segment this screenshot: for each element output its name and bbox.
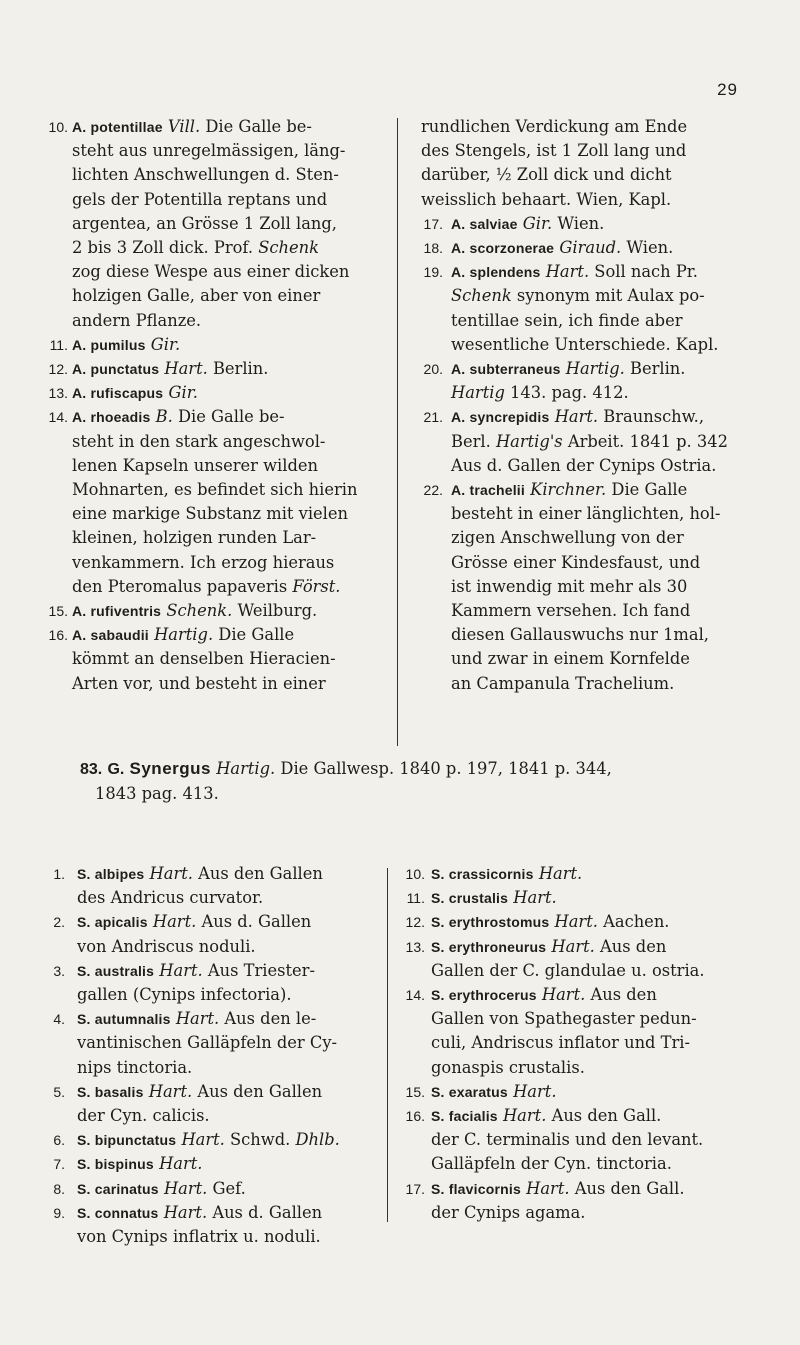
text-line	[72, 333, 372, 357]
list-item	[47, 1007, 377, 1080]
author-name: Hart.	[513, 888, 557, 908]
page-number: 29	[717, 80, 738, 99]
text-line	[451, 575, 750, 599]
genus-author: Hartig.	[216, 759, 276, 778]
author-name: Hart.	[545, 262, 590, 282]
text-line	[451, 212, 750, 236]
species-name: S. flavicornis	[431, 1180, 521, 1197]
text-line	[72, 212, 372, 236]
text-span: Gef.	[207, 1178, 246, 1198]
species-name: A. salviae	[451, 215, 518, 232]
text-span: lichten Anschwellungen d. Sten-	[72, 165, 339, 185]
text-span: den Pteromalus papaveris	[72, 576, 293, 596]
text-line	[77, 959, 377, 983]
list-item	[397, 983, 752, 1080]
text-line	[77, 1128, 377, 1152]
text-span: tentillae sein, ich finde aber	[451, 310, 683, 330]
text-line	[451, 478, 750, 502]
species-name: S. erythrostomus	[431, 914, 550, 931]
text-span: Die Galle be-	[200, 117, 312, 136]
text-span: Kammern versehen. Ich fand	[451, 601, 691, 621]
species-name: S. basalis	[77, 1083, 144, 1100]
entry-number: 15.	[405, 1083, 425, 1100]
entry-number: 21.	[423, 409, 443, 426]
text-span: Weilburg.	[232, 601, 318, 621]
text-line	[451, 309, 750, 333]
species-name: S. erythroneurus	[431, 938, 547, 955]
genus-name: Synergus	[129, 759, 211, 778]
author-name: Dhlb.	[295, 1130, 340, 1150]
text-span: Berl.	[451, 431, 496, 451]
entry-number: 19.	[423, 264, 443, 281]
text-span: eine markige Substanz mit vielen	[72, 504, 349, 524]
text-span: vantinischen Galläpfeln der Cy-	[77, 1033, 338, 1053]
species-name: A. trachelii	[451, 482, 525, 499]
text-line	[72, 430, 372, 454]
list-item	[397, 935, 752, 983]
text-line	[77, 910, 377, 934]
text-span: Aus d. Gallen	[207, 1202, 323, 1222]
species-name: A. sabaudii	[72, 627, 149, 644]
entry-number: 13.	[405, 938, 425, 955]
text-span: weisslich behaart. Wien, Kapl.	[421, 189, 672, 209]
list-item	[47, 1201, 377, 1249]
author-name: Hart.	[538, 864, 583, 883]
text-span: Braunschw.,	[598, 407, 705, 427]
text-line	[72, 260, 372, 284]
species-name: A. rufiscapus	[72, 385, 164, 402]
list-item	[397, 886, 752, 910]
text-line	[421, 139, 750, 163]
entry-number: 9.	[53, 1204, 65, 1221]
list-item	[47, 1177, 377, 1201]
author-name: Gir.	[150, 334, 181, 354]
left-column	[50, 115, 372, 696]
author-name: Hart.	[502, 1106, 547, 1126]
author-name: Hart.	[541, 985, 586, 1005]
text-line	[431, 910, 752, 934]
text-line	[421, 163, 750, 187]
text-line	[72, 115, 372, 139]
column-divider	[397, 118, 398, 746]
list-item	[421, 236, 750, 260]
text-line	[431, 1104, 752, 1128]
species-name: A. syncrepidis	[451, 409, 550, 426]
entry-number: 17.	[423, 215, 443, 232]
author-name: Hart.	[159, 1154, 203, 1174]
author-name: Först.	[292, 576, 341, 596]
text-span: Aus den le-	[219, 1009, 317, 1029]
text-line	[77, 1104, 377, 1128]
text-line	[451, 284, 750, 308]
list-item	[421, 478, 750, 696]
entry-number: 12.	[405, 914, 425, 931]
text-line	[72, 502, 372, 526]
text-line	[451, 260, 750, 284]
text-span: Berlin.	[207, 359, 269, 379]
text-span: gonaspis crustalis.	[431, 1057, 585, 1077]
author-name: Hartig.	[565, 359, 625, 379]
text-span: andern Pflanze.	[72, 310, 202, 330]
text-span: Aus d. Gallen	[196, 912, 312, 932]
text-line	[72, 381, 372, 405]
list-item	[421, 115, 750, 212]
entry-number: 13.	[48, 385, 68, 402]
genus-reference-cont: 1843 pag. 413.	[95, 784, 219, 804]
entry-number: 7.	[53, 1156, 65, 1173]
text-span: Berlin.	[624, 359, 686, 379]
entry-number: 20.	[423, 361, 443, 378]
author-name: Giraud.	[559, 238, 622, 258]
genus-number: 83.	[80, 761, 103, 778]
species-name: S. facialis	[431, 1108, 498, 1125]
species-name: potentillae	[90, 119, 163, 135]
species-name: S. carinatus	[77, 1180, 159, 1197]
species-name: S. apicalis	[77, 914, 148, 931]
text-line	[451, 454, 750, 478]
author-name: Vill.	[167, 117, 201, 136]
text-line	[451, 430, 750, 454]
text-line	[72, 309, 372, 333]
text-line	[77, 886, 377, 910]
entry-number: 10.	[48, 119, 68, 135]
genus-reference: Die Gallwesp. 1840 p. 197, 1841 p. 344,	[275, 759, 612, 778]
text-line	[77, 1007, 377, 1031]
entry-number: 22.	[423, 482, 443, 499]
list-item	[50, 115, 372, 333]
text-span: Mohnarten, es befindet sich hierin	[72, 480, 358, 500]
text-line	[72, 647, 372, 671]
author-name: Gir.	[522, 213, 553, 233]
entry-number: 1.	[53, 866, 65, 882]
text-line	[77, 1031, 377, 1055]
text-line	[72, 478, 372, 502]
author-name: Hart.	[551, 936, 595, 956]
text-line	[77, 1080, 377, 1104]
text-span: Die Galle be-	[172, 407, 285, 427]
author-name: Hart.	[163, 1202, 208, 1222]
text-span: Arten vor, und besteht in einer	[72, 673, 326, 693]
author-name: Schenk	[451, 286, 512, 306]
text-span: Gallen der C. glandulae u. ostria.	[431, 960, 705, 980]
text-span: culi, Andriscus inflator und Tri-	[431, 1033, 690, 1053]
text-span: Aus den Gallen	[192, 1081, 323, 1101]
text-span: besteht in einer länglichten, hol-	[451, 504, 721, 524]
list-item	[47, 1152, 377, 1176]
list-item	[421, 357, 750, 405]
text-span: gels der Potentilla reptans und	[72, 189, 328, 209]
text-line	[431, 1080, 752, 1104]
list-item	[47, 1080, 377, 1128]
species-name: S. australis	[77, 962, 155, 979]
species-name: S. bipunctatus	[77, 1132, 177, 1149]
text-line	[77, 983, 377, 1007]
text-line	[421, 115, 750, 139]
author-name: Hart.	[554, 407, 599, 427]
text-line	[77, 1152, 377, 1176]
text-line	[451, 647, 750, 671]
text-line	[77, 935, 377, 959]
text-line	[431, 1201, 752, 1225]
text-line	[72, 672, 372, 696]
text-span: gallen (Cynips infectoria).	[77, 985, 292, 1005]
text-span: des Stengels, ist 1 Zoll lang und	[421, 141, 687, 161]
list-item	[397, 1177, 752, 1225]
text-line	[72, 188, 372, 212]
list-item	[50, 599, 372, 623]
text-span: Die Galle	[213, 625, 295, 645]
text-span: des Andricus curvator.	[77, 888, 264, 908]
text-span: Aus d. Gallen der Cynips Ostria.	[451, 455, 717, 475]
text-line	[431, 1031, 752, 1055]
species-name: S. autumnalis	[77, 1011, 171, 1028]
list-item	[50, 333, 372, 357]
text-span: wesentliche Unterschiede. Kapl.	[451, 334, 719, 354]
list-item	[47, 910, 377, 958]
text-span: steht aus unregelmässigen, läng-	[72, 141, 346, 161]
text-line	[77, 1201, 377, 1225]
text-line	[77, 862, 377, 886]
text-span: Aus den	[585, 985, 657, 1005]
author-name: Schenk	[258, 238, 319, 258]
genus-heading	[80, 757, 760, 806]
text-span: der Cyn. calicis.	[77, 1106, 210, 1126]
text-line	[77, 1225, 377, 1249]
species-name: S. crustalis	[431, 890, 509, 907]
list-item	[421, 212, 750, 236]
text-span: venkammern. Ich erzog hieraus	[72, 552, 335, 572]
text-span: Arbeit. 1841 p. 342	[562, 431, 728, 451]
text-line	[72, 405, 372, 429]
text-line	[72, 623, 372, 647]
text-line	[451, 357, 750, 381]
species-name: S. erythrocerus	[431, 987, 537, 1004]
text-line	[77, 1177, 377, 1201]
text-span: Wien.	[552, 213, 605, 233]
text-line	[451, 599, 750, 623]
text-line	[451, 551, 750, 575]
right-column	[421, 115, 750, 696]
text-line	[72, 236, 372, 260]
text-span: Aus den	[594, 936, 667, 956]
text-span: von Cynips inflatrix u. noduli.	[77, 1227, 321, 1247]
text-line	[451, 381, 750, 405]
entry-number: 3.	[53, 962, 65, 979]
list-item	[47, 1128, 377, 1152]
list-item	[47, 862, 377, 910]
species-name: S. exaratus	[431, 1083, 508, 1100]
text-span: an Campanula Trachelium.	[451, 673, 675, 693]
author-name: Hart.	[159, 960, 203, 980]
text-span: Aus Triester-	[202, 960, 315, 980]
entry-number: 2.	[53, 914, 65, 931]
text-span: zigen Anschwellung von der	[451, 528, 684, 548]
text-span: darüber, ½ Zoll dick und dicht	[421, 165, 672, 185]
text-span: zog diese Wespe aus einer dicken	[72, 262, 350, 282]
right-column-2	[397, 862, 752, 1225]
list-item	[50, 405, 372, 599]
species-name: S. crassicornis	[431, 866, 534, 882]
text-line	[451, 526, 750, 550]
list-item	[50, 357, 372, 381]
text-line	[72, 575, 372, 599]
species-name: A. pumilus	[72, 336, 146, 353]
text-span: synonym mit Aulax po-	[511, 286, 705, 306]
entry-number: 16.	[48, 627, 68, 644]
text-line	[431, 935, 752, 959]
text-line	[431, 1007, 752, 1031]
entry-number: 4.	[53, 1011, 65, 1028]
genus-letter: G.	[107, 761, 125, 778]
text-line	[431, 983, 752, 1007]
text-span: argentea, an Grösse 1 Zoll lang,	[72, 213, 337, 233]
list-item	[397, 1080, 752, 1104]
text-line	[72, 284, 372, 308]
text-line	[431, 1056, 752, 1080]
entry-number: 16.	[405, 1108, 425, 1125]
entry-number: 10.	[405, 866, 425, 882]
species-name: S. bispinus	[77, 1156, 154, 1173]
list-item	[47, 959, 377, 1007]
left-column-2	[47, 862, 377, 1249]
text-line	[431, 959, 752, 983]
entry-number: 8.	[53, 1180, 65, 1197]
author-name: Hartig.	[154, 625, 214, 645]
text-span: lenen Kapseln unserer wilden	[72, 455, 319, 475]
text-line	[451, 502, 750, 526]
text-span: holzigen Galle, aber von einer	[72, 286, 321, 306]
entry-number: 17.	[405, 1180, 425, 1197]
text-line	[72, 139, 372, 163]
author-name: Hart.	[181, 1130, 225, 1150]
text-span: Aus den Gall.	[546, 1106, 662, 1126]
entry-number: 6.	[53, 1132, 65, 1149]
text-line	[451, 236, 750, 260]
text-line	[451, 333, 750, 357]
species-name: A. splendens	[451, 264, 541, 281]
text-span: der C. terminalis und den levant.	[431, 1130, 704, 1150]
entry-number: 11.	[406, 890, 425, 907]
author-name: Hart.	[164, 359, 208, 379]
species-name: A. rhoeadis	[72, 409, 151, 426]
author-name: Hart.	[513, 1081, 557, 1101]
text-span: Die Galle	[606, 480, 688, 500]
list-item	[421, 260, 750, 357]
author-name: Hart.	[148, 1081, 193, 1101]
species-name: A.	[72, 119, 91, 135]
list-item	[397, 910, 752, 934]
author-name: Hart.	[163, 1178, 208, 1198]
text-span: Aus den Gallen	[192, 864, 323, 883]
author-name: Hart.	[175, 1009, 220, 1029]
text-line	[72, 551, 372, 575]
text-line	[431, 862, 752, 886]
text-span: ist inwendig mit mehr als 30	[451, 576, 688, 596]
text-line	[72, 357, 372, 381]
entry-number: 14.	[48, 409, 68, 426]
entry-number: 5.	[53, 1083, 65, 1100]
text-line	[72, 599, 372, 623]
text-span: diesen Gallauswuchs nur 1mal,	[451, 625, 709, 645]
text-span: 2 bis 3 Zoll dick. Prof.	[72, 238, 259, 258]
text-line	[451, 623, 750, 647]
text-span: steht in den stark angeschwol-	[72, 431, 326, 451]
text-line	[431, 1152, 752, 1176]
text-line	[72, 526, 372, 550]
text-line	[431, 1177, 752, 1201]
author-name: Schenk.	[166, 601, 233, 621]
species-name: A. rufiventris	[72, 603, 162, 620]
species-name: S. albipes	[77, 866, 145, 882]
author-name: Hart.	[554, 912, 598, 932]
author-name: Hart.	[152, 912, 197, 932]
text-span: Aachen.	[597, 912, 670, 932]
entry-number: 12.	[48, 361, 68, 378]
author-name: Gir.	[168, 383, 198, 403]
author-name: Hartig	[451, 383, 505, 403]
list-item	[50, 381, 372, 405]
text-line	[421, 188, 750, 212]
text-span: und zwar in einem Kornfelde	[451, 649, 690, 669]
species-name: A. punctatus	[72, 361, 160, 378]
text-span: Galläpfeln der Cyn. tinctoria.	[431, 1154, 672, 1174]
list-item	[421, 405, 750, 478]
list-item	[50, 623, 372, 696]
text-line	[431, 1128, 752, 1152]
text-span: nips tinctoria.	[77, 1057, 193, 1077]
text-span: Grösse einer Kindesfaust, und	[451, 552, 701, 572]
text-line	[431, 886, 752, 910]
entry-number: 15.	[48, 603, 68, 620]
entry-number: 14.	[405, 987, 425, 1004]
text-span: kleinen, holzigen runden Lar-	[72, 528, 317, 548]
author-name: Hartig's	[495, 431, 563, 451]
entry-number: 11.	[49, 336, 68, 353]
text-line	[77, 1056, 377, 1080]
text-line	[451, 405, 750, 429]
text-span: Schwd.	[224, 1130, 296, 1150]
author-name: Hart.	[149, 864, 193, 883]
list-item	[397, 862, 752, 886]
list-item	[397, 1104, 752, 1177]
species-name: A. subterraneus	[451, 361, 561, 378]
author-name: Hart.	[526, 1178, 570, 1198]
text-span: Aus den Gall.	[569, 1178, 685, 1198]
text-span: von Andriscus noduli.	[77, 936, 256, 956]
text-span: Soll nach Pr.	[589, 262, 698, 282]
text-span: 143. pag. 412.	[504, 383, 629, 403]
text-line	[451, 672, 750, 696]
author-name: Kirchner.	[530, 480, 607, 500]
entry-number: 18.	[423, 240, 443, 257]
species-name: S. connatus	[77, 1204, 159, 1221]
species-name: A. scorzonerae	[451, 240, 555, 257]
text-span: Wien.	[621, 238, 674, 258]
text-line	[72, 454, 372, 478]
text-span: kömmt an denselben Hieracien-	[72, 649, 336, 669]
text-span: rundlichen Verdickung am Ende	[421, 117, 688, 136]
text-line	[72, 163, 372, 187]
text-span: der Cynips agama.	[431, 1202, 586, 1222]
text-span: Gallen von Spathegaster pedun-	[431, 1009, 697, 1029]
author-name: B.	[155, 407, 173, 427]
